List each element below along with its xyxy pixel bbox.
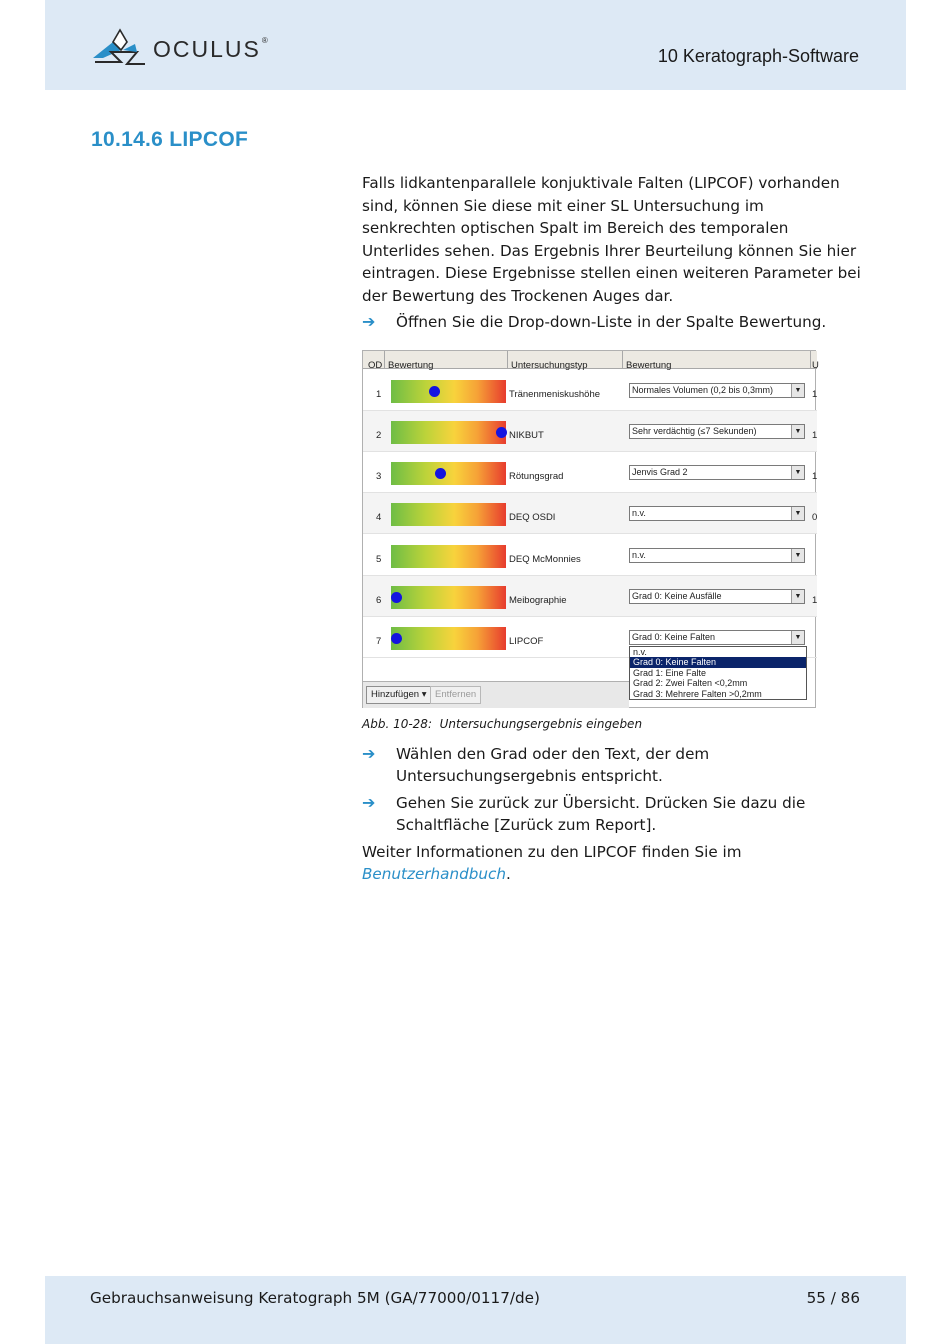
- table-toolbar: [363, 681, 629, 708]
- exam-type-label: LIPCOF: [509, 636, 544, 648]
- rating-marker: [429, 386, 440, 397]
- table-row[interactable]: [363, 452, 817, 493]
- assessment-select[interactable]: [629, 465, 805, 480]
- rating-marker: [391, 633, 402, 644]
- assessment-value: Jenvis Grad 2: [632, 467, 688, 478]
- assessment-select[interactable]: [629, 383, 805, 398]
- table-row[interactable]: [363, 493, 817, 534]
- table-row[interactable]: [363, 535, 817, 576]
- page-footer: [45, 1276, 906, 1344]
- closing-paragraph: Weiter Informationen zu den LIPCOF finden Sie im Benutzerhandbuch.: [362, 842, 742, 883]
- extra-column-value: 0: [812, 512, 818, 524]
- instruction-step-3: [362, 792, 862, 837]
- table-row[interactable]: [363, 411, 817, 452]
- rating-gradient-bar: [391, 421, 506, 444]
- page-number: 55 / 86: [806, 1289, 860, 1307]
- oculus-logo: [91, 28, 270, 68]
- software-screenshot: [362, 350, 819, 708]
- column-header-rating[interactable]: Bewertung: [388, 359, 434, 371]
- assessment-value: Grad 0: Keine Falten: [632, 632, 716, 643]
- instruction-step-2: [362, 743, 862, 788]
- column-header-extra[interactable]: U: [812, 359, 819, 371]
- assessment-select[interactable]: [629, 548, 805, 563]
- step-text: Öffnen Sie die Drop-down-Liste in der Spalte Bewertung.: [396, 313, 827, 331]
- logo-wordmark: OCULUS®: [153, 36, 270, 62]
- rating-gradient-bar: [391, 586, 506, 609]
- rating-marker: [435, 468, 446, 479]
- instruction-step-1: [362, 311, 862, 334]
- column-header-exam-type[interactable]: Untersuchungstyp: [511, 359, 588, 371]
- extra-column-value: 1: [812, 471, 818, 483]
- row-number: 6: [376, 595, 382, 606]
- rating-gradient-bar: [391, 627, 506, 650]
- exam-type-label: DEQ McMonnies: [509, 553, 581, 565]
- dropdown-option[interactable]: n.v.: [633, 646, 647, 657]
- add-button[interactable]: Hinzufügen ▾: [366, 686, 431, 704]
- exam-type-label: Tränenmeniskushöhe: [509, 388, 601, 400]
- user-manual-link[interactable]: Benutzerhandbuch: [362, 865, 506, 883]
- page-header: [45, 0, 906, 90]
- chevron-down-icon[interactable]: ▼: [791, 631, 804, 644]
- arrow-icon: ➔: [362, 312, 376, 331]
- chevron-down-icon[interactable]: ▼: [791, 507, 804, 520]
- assessment-value: Sehr verdächtig (≤7 Sekunden): [632, 425, 757, 436]
- main-content: [362, 172, 862, 886]
- exam-type-label: Rötungsgrad: [509, 471, 564, 483]
- step-text: Gehen Sie zurück zur Übersicht. Drücken Sie dazu die Schaltfläche [Zurück zum Report].: [396, 793, 806, 834]
- caption-text: Untersuchungsergebnis eingeben: [439, 716, 643, 731]
- assessment-select[interactable]: [629, 424, 805, 439]
- row-number: 5: [376, 553, 382, 565]
- table-row[interactable]: [363, 576, 817, 617]
- row-number: 1: [376, 388, 382, 400]
- arrow-icon: ➔: [362, 792, 376, 812]
- intro-paragraph: Falls lidkantenparallele konjuktivale Falten (LIPCOF) vorhanden sind, können Sie diese mit einer SL Untersuchung im senkrechten optischen Spalt im Bereich des temporalen Unterlides sehen. Das Ergebnis Ihrer Beurteilung können Sie hier eintragen. Diese Ergebnisse stellen einen weiteren Parameter bei der Bewertung des Trockenen Auges dar.: [362, 174, 861, 305]
- assessment-value: Normales Volumen (0,2 bis 0,3mm): [632, 384, 774, 395]
- document-id: Gebrauchsanweisung Keratograph 5M (GA/77000/0117/de): [90, 1289, 540, 1307]
- row-number: 3: [376, 471, 382, 483]
- assessment-value: n.v.: [632, 549, 646, 560]
- step-text: Wählen den Grad oder den Text, der dem Untersuchungsergebnis entspricht.: [396, 744, 710, 785]
- chevron-down-icon[interactable]: ▼: [791, 549, 804, 562]
- dropdown-option[interactable]: Grad 2: Zwei Falten <0,2mm: [633, 678, 748, 689]
- extra-column-value: 1: [812, 429, 818, 441]
- row-number: 7: [376, 636, 382, 648]
- dropdown-option[interactable]: Grad 3: Mehrere Falten >0,2mm: [633, 688, 762, 699]
- chevron-down-icon[interactable]: ▼: [791, 425, 804, 438]
- exam-type-label: NIKBUT: [509, 429, 544, 441]
- caption-label: Abb. 10-28:: [362, 716, 432, 731]
- assessment-value: n.v.: [632, 508, 646, 519]
- row-number: 4: [376, 512, 382, 524]
- rating-gradient-bar: [391, 503, 506, 526]
- assessment-select[interactable]: [629, 506, 805, 521]
- exam-type-label: DEQ OSDI: [509, 512, 556, 524]
- dropdown-list[interactable]: [629, 646, 807, 700]
- arrow-icon: ➔: [362, 743, 376, 763]
- column-header-od[interactable]: OD: [368, 359, 383, 371]
- column-header-assessment[interactable]: Bewertung: [626, 359, 672, 371]
- dropdown-option-selected[interactable]: Grad 0: Keine Falten: [630, 657, 806, 668]
- figure-caption: [362, 715, 862, 733]
- extra-column-value: 1: [812, 388, 818, 400]
- rating-gradient-bar: [391, 380, 506, 403]
- dropdown-option[interactable]: Grad 1: Eine Falte: [633, 667, 707, 678]
- exam-type-label: Meibographie: [509, 595, 567, 606]
- assessment-select[interactable]: [629, 630, 805, 645]
- chevron-down-icon[interactable]: ▼: [791, 466, 804, 479]
- rating-gradient-bar: [391, 462, 506, 485]
- oculus-logo-icon: [91, 28, 149, 68]
- chevron-down-icon[interactable]: ▼: [791, 590, 804, 603]
- chapter-title: 10 Keratograph-Software: [657, 46, 859, 66]
- rating-gradient-bar: [391, 545, 506, 568]
- rating-marker: [496, 427, 507, 438]
- extra-column-value: 1: [812, 595, 818, 606]
- row-number: 2: [376, 429, 382, 441]
- assessment-value: Grad 0: Keine Ausfälle: [632, 591, 722, 601]
- remove-button[interactable]: Entfernen: [430, 686, 481, 704]
- chevron-down-icon[interactable]: ▼: [791, 384, 804, 397]
- section-title: 10.14.6 LIPCOF: [91, 128, 249, 151]
- table-row[interactable]: [363, 370, 817, 411]
- table-header: [363, 351, 817, 369]
- assessment-select[interactable]: [629, 589, 805, 604]
- rating-marker: [391, 592, 402, 603]
